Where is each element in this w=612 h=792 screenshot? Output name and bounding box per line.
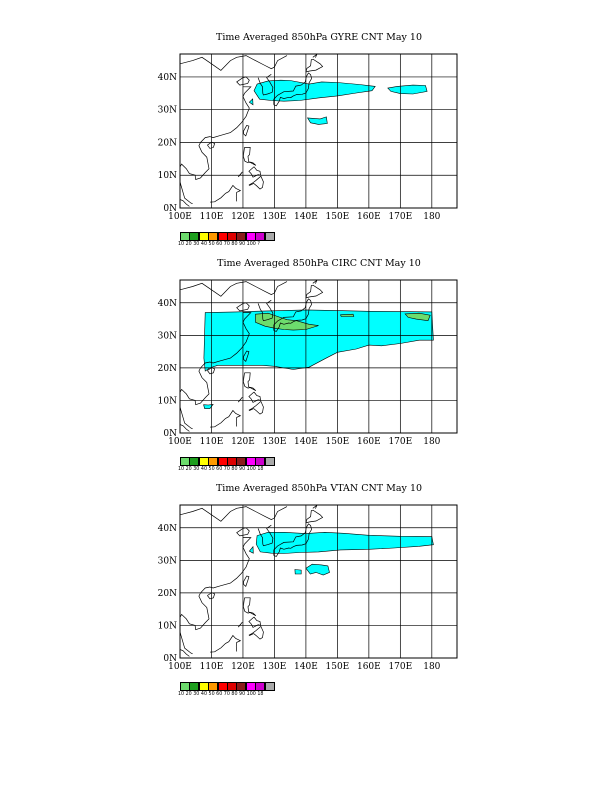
x-tick-label: 130E xyxy=(262,212,287,222)
x-tick-label: 140E xyxy=(294,662,318,672)
x-tick-label: 160E xyxy=(356,212,381,222)
coastline xyxy=(249,617,261,627)
x-tick-label: 110E xyxy=(199,662,224,672)
y-tick-label: 10N xyxy=(157,396,177,407)
x-tick-label: 160E xyxy=(356,437,381,447)
x-tick-label: 170E xyxy=(388,437,413,447)
x-tick-label: 130E xyxy=(262,662,287,672)
x-tick-label: 110E xyxy=(199,212,224,222)
coastline xyxy=(243,598,256,616)
x-tick-label: 100E xyxy=(168,437,192,447)
coastline xyxy=(178,538,250,654)
x-tick-label: 150E xyxy=(325,212,350,222)
panel-title: Time Averaged 850hPa CIRC CNT May 10 xyxy=(217,258,421,269)
x-tick-label: 150E xyxy=(325,437,350,447)
x-tick-label: 120E xyxy=(231,437,255,447)
y-tick-label: 40N xyxy=(157,523,177,534)
y-tick-label: 20N xyxy=(157,363,177,374)
y-tick-label: 20N xyxy=(157,588,177,599)
legend-labels: 10 20 30 40 50 60 70 80 90 100 18 xyxy=(178,467,264,472)
legend-labels: 10 20 30 40 50 60 70 80 90 100 ? xyxy=(178,242,260,247)
coastline xyxy=(249,626,264,639)
x-tick-label: 140E xyxy=(294,437,318,447)
coastline xyxy=(244,576,249,586)
x-tick-label: 130E xyxy=(262,437,287,447)
x-tick-label: 150E xyxy=(325,662,350,672)
y-tick-label: 0N xyxy=(163,429,177,439)
x-tick-label: 160E xyxy=(356,662,381,672)
coastline xyxy=(207,593,214,599)
coastline xyxy=(210,636,240,653)
coastline xyxy=(180,507,287,522)
legend-swatch xyxy=(265,682,275,691)
contour-region xyxy=(306,564,330,575)
y-tick-label: 10N xyxy=(157,171,177,182)
legend-labels: 10 20 30 40 50 60 70 80 90 100 18 xyxy=(178,692,264,697)
color-legend xyxy=(180,682,274,691)
x-tick-label: 180 xyxy=(423,437,441,447)
y-tick-label: 10N xyxy=(157,621,177,632)
coastline xyxy=(238,622,242,627)
y-tick-label: 30N xyxy=(157,556,177,567)
x-tick-label: 120E xyxy=(231,662,255,672)
contour-region xyxy=(295,570,301,575)
y-tick-label: 30N xyxy=(157,331,177,342)
contour-region xyxy=(249,547,253,554)
x-tick-label: 170E xyxy=(388,212,413,222)
x-tick-label: 110E xyxy=(199,437,224,447)
panel-title: Time Averaged 850hPa GYRE CNT May 10 xyxy=(215,32,422,43)
x-tick-label: 180 xyxy=(423,662,441,672)
y-tick-label: 0N xyxy=(163,654,177,664)
x-tick-label: 100E xyxy=(168,662,192,672)
x-tick-label: 120E xyxy=(231,212,255,222)
x-tick-label: 100E xyxy=(168,212,192,222)
coastline xyxy=(306,510,323,523)
x-tick-label: 140E xyxy=(294,212,318,222)
y-tick-label: 0N xyxy=(163,204,177,214)
y-tick-label: 40N xyxy=(157,72,177,83)
y-tick-label: 40N xyxy=(157,298,177,309)
y-tick-label: 20N xyxy=(157,138,177,149)
coastline xyxy=(313,505,317,508)
x-tick-label: 170E xyxy=(388,662,413,672)
panel-title: Time Averaged 850hPa VTAN CNT May 10 xyxy=(215,483,423,494)
y-tick-label: 30N xyxy=(157,105,177,116)
x-tick-label: 180 xyxy=(423,212,441,222)
